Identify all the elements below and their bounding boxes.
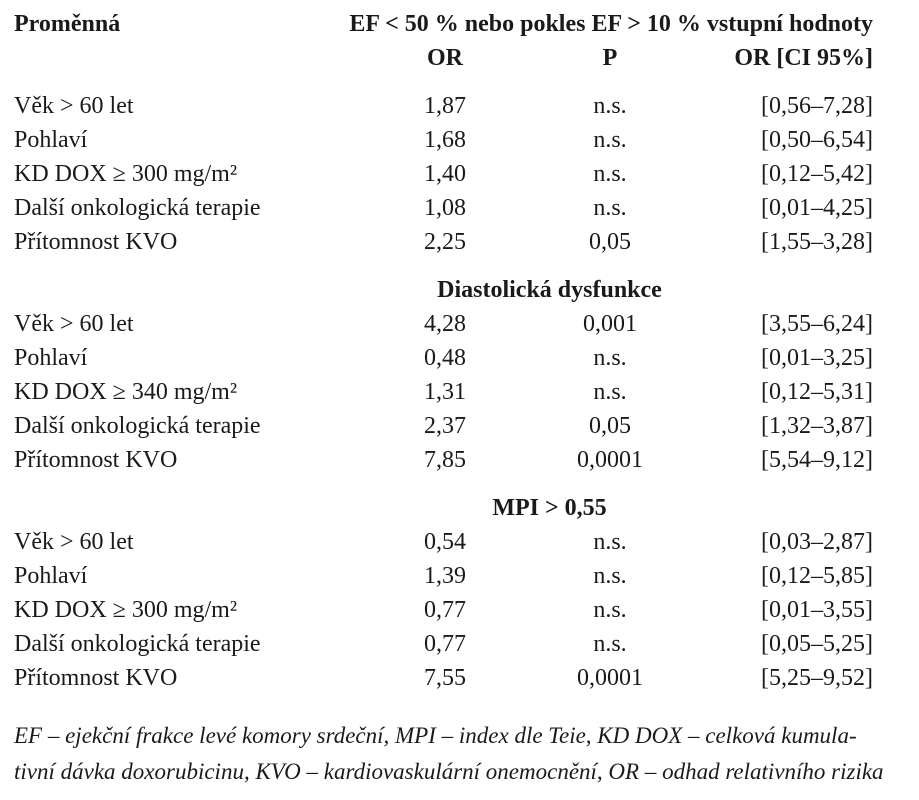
p-cell: n.s.: [593, 529, 627, 555]
header-columns-row: [0, 42, 919, 75]
ci-cell: [0,01–3,25]: [761, 345, 873, 371]
variable-cell: Přítomnost KVO: [14, 665, 178, 691]
variable-cell: KD DOX ≥ 340 mg/m²: [14, 379, 238, 405]
p-cell: n.s.: [593, 345, 627, 371]
or-cell: 2,25: [424, 229, 466, 255]
table-row: [0, 90, 919, 123]
variable-cell: KD DOX ≥ 300 mg/m²: [14, 597, 238, 623]
table-row: [0, 342, 919, 375]
ci-cell: [5,25–9,52]: [761, 665, 873, 691]
variable-cell: Další onkologická terapie: [14, 413, 261, 439]
p-cell: 0,001: [583, 311, 637, 337]
or-cell: 1,31: [424, 379, 466, 405]
or-cell: 0,77: [424, 631, 466, 657]
table-row: [0, 628, 919, 661]
or-cell: 0,48: [424, 345, 466, 371]
ci-cell: [0,01–3,55]: [761, 597, 873, 623]
or-cell: 1,40: [424, 161, 466, 187]
variable-cell: Věk > 60 let: [14, 529, 134, 555]
ci-cell: [1,55–3,28]: [761, 229, 873, 255]
p-cell: n.s.: [593, 195, 627, 221]
or-cell: 0,54: [424, 529, 466, 555]
p-cell: 0,0001: [577, 665, 643, 691]
table-row: [0, 594, 919, 627]
p-cell: n.s.: [593, 161, 627, 187]
p-cell: n.s.: [593, 563, 627, 589]
table-row: [0, 376, 919, 409]
ci-cell: [0,12–5,42]: [761, 161, 873, 187]
ci-cell: [0,50–6,54]: [761, 127, 873, 153]
footnote-line-2: tivní dávka doxorubicinu, KVO – kardiovaskulární onemocnění, OR – odhad relativního rizika: [14, 759, 884, 784]
variable-cell: Další onkologická terapie: [14, 631, 261, 657]
ci-cell: [1,32–3,87]: [761, 413, 873, 439]
header-ci: OR [CI 95%]: [734, 45, 873, 71]
or-cell: 7,85: [424, 447, 466, 473]
variable-cell: Pohlaví: [14, 345, 88, 371]
or-cell: 1,87: [424, 93, 466, 119]
ci-cell: [0,03–2,87]: [761, 529, 873, 555]
or-cell: 4,28: [424, 311, 466, 337]
header-p: P: [602, 45, 618, 71]
ci-cell: [0,56–7,28]: [761, 93, 873, 119]
p-cell: n.s.: [593, 127, 627, 153]
ci-cell: [5,54–9,12]: [761, 447, 873, 473]
p-cell: 0,05: [589, 413, 631, 439]
variable-cell: KD DOX ≥ 300 mg/m²: [14, 161, 238, 187]
section-title-mpi: MPI > 0,55: [492, 495, 607, 521]
variable-cell: Pohlaví: [14, 563, 88, 589]
or-cell: 1,68: [424, 127, 466, 153]
table-row: [0, 560, 919, 593]
p-cell: n.s.: [593, 631, 627, 657]
or-cell: 7,55: [424, 665, 466, 691]
table-row: [0, 662, 919, 695]
p-cell: n.s.: [593, 379, 627, 405]
or-cell: 1,08: [424, 195, 466, 221]
variable-cell: Věk > 60 let: [14, 93, 134, 119]
variable-cell: Pohlaví: [14, 127, 88, 153]
table-row: [0, 124, 919, 157]
ci-cell: [3,55–6,24]: [761, 311, 873, 337]
table-row: [0, 410, 919, 443]
table-row: [0, 192, 919, 225]
variable-cell: Přítomnost KVO: [14, 447, 178, 473]
ci-cell: [0,05–5,25]: [761, 631, 873, 657]
ci-cell: [0,12–5,85]: [761, 563, 873, 589]
or-cell: 1,39: [424, 563, 466, 589]
footnote-line-1: EF – ejekční frakce levé komory srdeční, MPI – index dle Teie, KD DOX – celková kumula-: [14, 723, 857, 748]
p-cell: n.s.: [593, 93, 627, 119]
section-title-diastolic: Diastolická dysfunkce: [437, 277, 662, 303]
or-cell: 2,37: [424, 413, 466, 439]
header-or: OR: [427, 45, 463, 71]
p-cell: 0,0001: [577, 447, 643, 473]
table-row: [0, 526, 919, 559]
table-footnote: [14, 718, 894, 790]
header-group-title: EF < 50 % nebo pokles EF > 10 % vstupní hodnoty: [349, 11, 873, 37]
ci-cell: [0,12–5,31]: [761, 379, 873, 405]
variable-cell: Další onkologická terapie: [14, 195, 261, 221]
variable-cell: Přítomnost KVO: [14, 229, 178, 255]
table-row: [0, 308, 919, 341]
or-cell: 0,77: [424, 597, 466, 623]
p-cell: 0,05: [589, 229, 631, 255]
header-variable: Proměnná: [14, 11, 121, 37]
table-row: [0, 226, 919, 259]
variable-cell: Věk > 60 let: [14, 311, 134, 337]
ci-cell: [0,01–4,25]: [761, 195, 873, 221]
table-row: [0, 158, 919, 191]
table-row: [0, 444, 919, 477]
p-cell: n.s.: [593, 597, 627, 623]
